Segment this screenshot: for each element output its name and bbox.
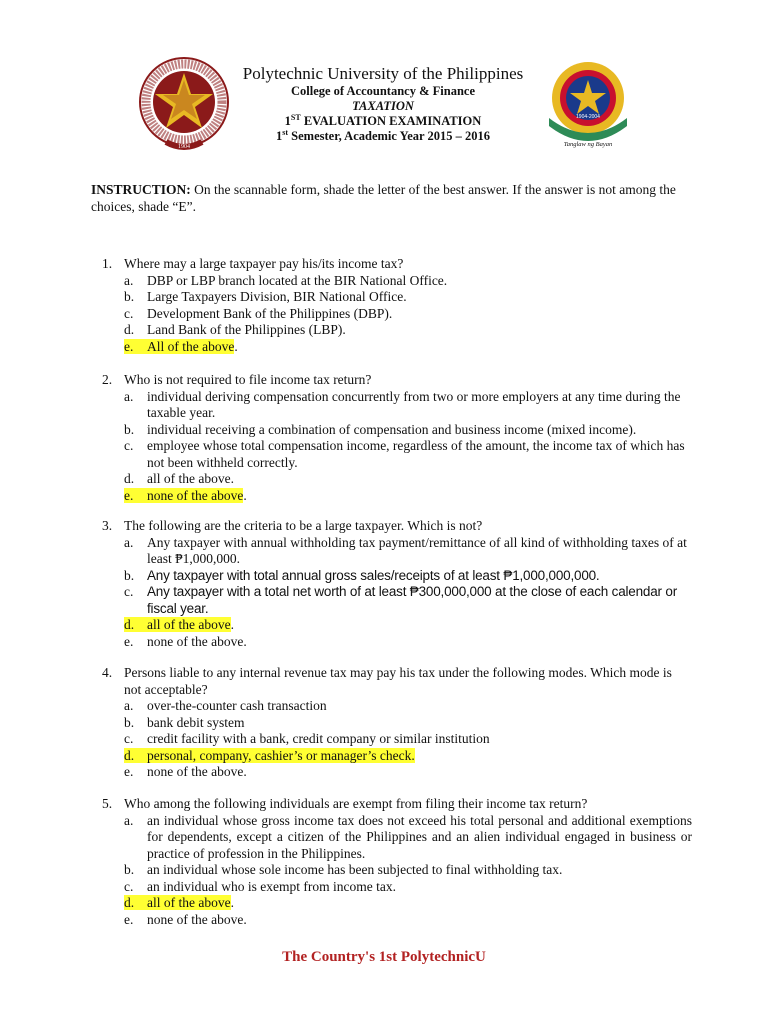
option-trail: .: [243, 487, 247, 503]
option-c: [124, 584, 692, 617]
option-b: [124, 568, 692, 585]
option-a: [124, 273, 692, 290]
highlighted-answer: [124, 488, 243, 503]
option-c: [124, 731, 692, 748]
seal-motto-text: Tanglaw ng Bayan: [563, 141, 613, 148]
question-stem: Where may a large taxpayer pay his/its income tax?: [124, 256, 404, 271]
question-stem: Who is not required to file income tax return?: [124, 372, 372, 387]
college-name: College of Accountancy & Finance: [290, 84, 475, 98]
option-text: Development Bank of the Philippines (DBP).: [147, 305, 393, 321]
option-d-answer: [124, 895, 692, 912]
option-letter: b.: [124, 421, 135, 437]
semester-line: [232, 129, 534, 144]
option-letter: d.: [124, 747, 135, 763]
option-text: none of the above: [147, 487, 244, 503]
option-letter: d.: [124, 471, 135, 486]
option-text: personal, company, cashier’s or manager’s check.: [147, 747, 415, 763]
option-trail: .: [234, 338, 238, 354]
option-text: individual deriving compensation concurrently from two or more employers at any time during the taxable year.: [147, 388, 681, 420]
question-4: [102, 665, 692, 781]
option-d: [124, 322, 692, 339]
option-letter: c.: [124, 878, 134, 894]
footer-tagline: The Country's 1st PolytechnicU: [282, 949, 486, 965]
option-letter: a.: [124, 534, 134, 550]
option-d-answer: [124, 617, 692, 634]
question-number: 3.: [102, 518, 113, 533]
exam-title: [232, 114, 534, 129]
exam-number-suffix: ST: [290, 113, 301, 122]
seal-year-text: 1904: [178, 144, 190, 150]
question-stem: Who among the following individuals are exempt from filing their income tax return?: [124, 796, 588, 811]
option-c: [124, 438, 692, 471]
option-letter: a.: [124, 698, 134, 713]
question-5: [102, 796, 692, 928]
option-e: [124, 764, 692, 781]
highlighted-answer: [124, 748, 415, 763]
subject-name: TAXATION: [352, 99, 414, 113]
option-letter: c.: [124, 584, 134, 599]
option-letter: c.: [124, 438, 134, 453]
option-b: [124, 862, 692, 879]
option-e-answer: [124, 339, 692, 356]
option-letter: d.: [124, 322, 135, 337]
option-c: [124, 879, 692, 896]
option-d-answer: [124, 748, 692, 765]
option-text: an individual whose gross income tax does not exceed his total personal and additional exemptions for dependents, except a citizen of the Philippines and an alien individual engaged in business or practice of profession in the Philippines.: [147, 812, 692, 861]
option-letter: e.: [124, 338, 134, 354]
exam-number: 1: [284, 114, 291, 128]
option-text: an individual who is exempt from income tax.: [147, 878, 396, 894]
option-e: [124, 634, 692, 651]
option-trail: .: [230, 895, 234, 910]
option-letter: b.: [124, 567, 135, 583]
seal-years-text: 1904-2004: [576, 114, 600, 120]
option-letter: e.: [124, 633, 134, 649]
option-text: Large Taxpayers Division, BIR National Office.: [147, 289, 407, 304]
option-a: [124, 698, 692, 715]
question-number: 2.: [102, 372, 113, 387]
option-letter: d.: [124, 895, 135, 910]
option-text: Any taxpayer with total annual gross sales/receipts of at least ₱1,000,000,000.: [147, 567, 600, 583]
option-text: individual receiving a combination of compensation and business income (mixed income).: [147, 421, 637, 437]
option-letter: c.: [124, 731, 134, 746]
university-name: Polytechnic University of the Philippines: [242, 64, 524, 83]
option-letter: c.: [124, 305, 134, 321]
option-letter: e.: [124, 764, 134, 779]
option-b: [124, 715, 692, 732]
question-number: 4.: [102, 665, 113, 680]
option-text: credit facility with a bank, credit company or similar institution: [147, 731, 490, 746]
option-text: an individual whose sole income has been subjected to final withholding tax.: [147, 862, 563, 877]
option-letter: b.: [124, 714, 135, 730]
option-text: none of the above.: [147, 911, 247, 927]
option-e: [124, 912, 692, 929]
option-text: all of the above: [147, 617, 231, 632]
instruction-text: On the scannable form, shade the letter of the best answer. If the answer is not among the choices, shade “E”.: [91, 182, 676, 214]
option-d: [124, 471, 692, 488]
option-b: [124, 289, 692, 306]
semester-number: 1: [276, 129, 283, 143]
option-trail: .: [230, 617, 234, 632]
option-a: [124, 535, 692, 568]
option-text: none of the above.: [147, 764, 247, 779]
option-letter: a.: [124, 272, 134, 288]
option-text: over-the-counter cash transaction: [147, 698, 327, 713]
instruction: [91, 181, 691, 215]
question-stem: The following are the criteria to be a large taxpayer. Which is not?: [124, 518, 483, 533]
option-letter: e.: [124, 911, 134, 927]
option-text: DBP or LBP branch located at the BIR National Office.: [147, 272, 448, 288]
option-text: All of the above: [147, 338, 235, 354]
semester-suffix: st: [282, 128, 289, 137]
option-a: [124, 389, 692, 422]
option-text: none of the above.: [147, 633, 247, 649]
option-letter: b.: [124, 289, 135, 304]
centennial-seal-logo: [541, 58, 635, 154]
option-text: Any taxpayer with annual withholding tax payment/remittance of all kind of withholding taxes of at least ₱1,000,000.: [147, 534, 687, 566]
option-e-answer: [124, 488, 692, 505]
question-number: 5.: [102, 796, 113, 811]
option-letter: a.: [124, 388, 134, 404]
option-c: [124, 306, 692, 323]
highlighted-answer: [124, 339, 234, 354]
highlighted-answer: [124, 617, 231, 632]
document-header: [232, 64, 534, 144]
option-letter: d.: [124, 617, 135, 632]
option-text: all of the above.: [147, 471, 234, 486]
exam-title-text: EVALUATION EXAMINATION: [300, 114, 482, 128]
option-text: Any taxpayer with a total net worth of at least ₱300,000,000 at the close of each calendar or fiscal year.: [147, 584, 677, 616]
option-text: employee whose total compensation income, regardless of the amount, the income tax of which has not been withheld correctly.: [147, 438, 685, 470]
question-number: 1.: [102, 256, 113, 271]
question-2: [102, 372, 692, 504]
instruction-label: INSTRUCTION:: [91, 182, 191, 197]
option-a: [124, 813, 692, 863]
highlighted-answer: [124, 895, 231, 910]
pup-seal-logo: [138, 56, 230, 158]
question-1: [102, 256, 692, 355]
semester-text: Semester, Academic Year 2015 – 2016: [288, 129, 490, 143]
option-b: [124, 422, 692, 439]
option-text: all of the above: [147, 895, 231, 910]
option-letter: a.: [124, 812, 134, 828]
option-letter: e.: [124, 487, 134, 503]
option-letter: b.: [124, 862, 135, 877]
question-stem: Persons liable to any internal revenue tax may pay his tax under the following modes. Which mode is not acceptable?: [124, 665, 672, 697]
option-text: bank debit system: [147, 714, 245, 730]
question-3: [102, 518, 692, 650]
option-text: Land Bank of the Philippines (LBP).: [147, 322, 346, 337]
